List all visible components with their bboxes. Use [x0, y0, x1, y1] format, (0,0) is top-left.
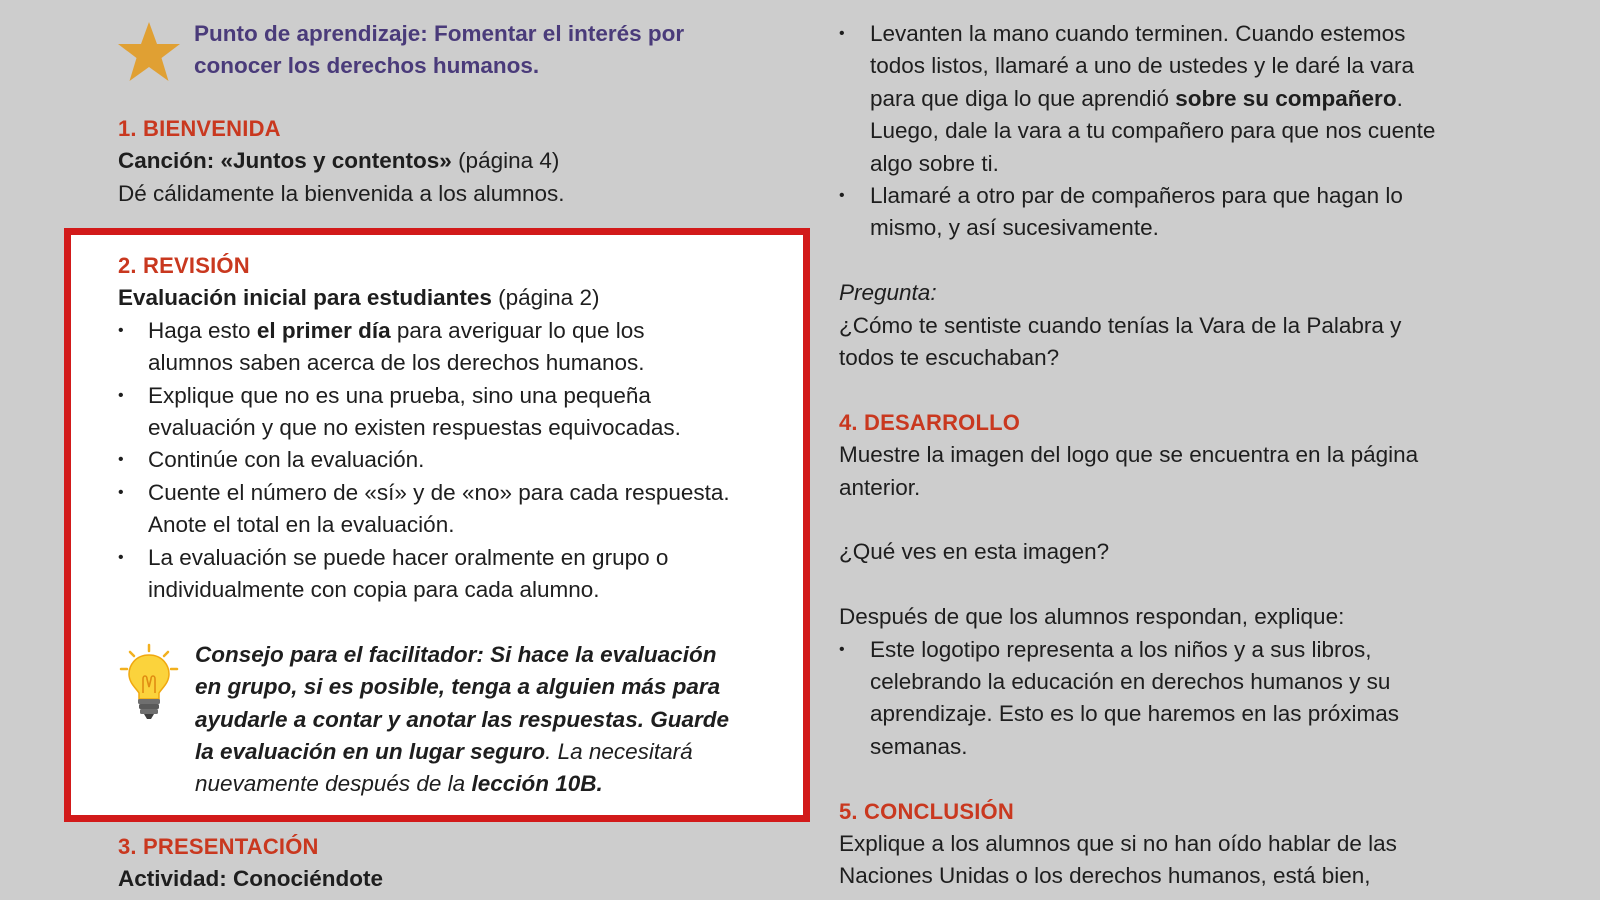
learning-point: Punto de aprendizaje: Fomentar el interés por conocer los derechos humanos. — [194, 21, 685, 79]
list-item: • Levanten la mano cuando terminen. Cuando estemos todos listos, llamaré a uno de ustedes y le daré la vara para que diga lo que aprendió sobre su compañero. Luego, dale la vara a tu compañero para que nos cuente algo sobre ti. — [839, 18, 1539, 180]
right-column: • Levanten la mano cuando terminen. Cuando estemos todos listos, llamaré a uno de ustedes y le daré la vara para que diga lo que aprendió sobre su compañero. Luego, dale la vara a tu compañero para que nos cuente algo sobre ti. • Llamaré a otro par de compañeros para que hagan lo mismo, y así sucesivamente. Pregunta: ¿Cómo te sentiste cuando tenías la Vara de la Palabra y todos te escuchaban? 4. DESARROLLO Muestre la imagen del logo que se encuentra en la página anterior. ¿Qué ves en esta imagen? Después de que los alumnos respondan, explique: • Este logotipo representa a los niños y a sus libros, celebrando la educación en derechos humanos y su aprendizaje. Esto es lo que haremos en las próximas semanas. 5. CONCLUSIÓN Explique a los alumnos que si no han oído hablar de las Naciones Unidas o los derechos humanos, está bien, — [839, 18, 1539, 893]
welcome-section — [118, 113, 808, 210]
list-item: • Este logotipo representa a los niños y a sus libros, celebrando la educación en derechos humanos y su aprendizaje. Esto es lo que haremos en las próximas semanas. — [839, 634, 1539, 764]
list-item: • Llamaré a otro par de compañeros para que hagan lo mismo, y así sucesivamente. — [839, 180, 1539, 245]
welcome-text: Dé cálidamente la bienvenida a los alumnos. — [118, 180, 565, 206]
development-list — [839, 634, 1539, 764]
review-list — [118, 315, 808, 607]
list-item: • Explique que no es una prueba, sino una pequeña evaluación y que no existen respuestas equivocadas. — [118, 380, 808, 445]
presentation-section — [118, 831, 808, 896]
learning-point-label: Punto de aprendizaje: — [194, 21, 428, 46]
lightbulb-icon — [118, 643, 180, 721]
list-item: • Haga esto el primer día para averiguar lo que los alumnos saben acerca de los derechos humanos. — [118, 315, 808, 380]
list-item: • Continúe con la evaluación. — [118, 444, 808, 476]
list-item: • Cuente el número de «sí» y de «no» para cada respuesta. Anote el total en la evaluación. — [118, 477, 808, 542]
development-question: ¿Qué ves en esta imagen? — [839, 539, 1110, 565]
review-evaluation-title: Evaluación inicial para estudiantes (página 2) — [118, 285, 600, 311]
question-label: Pregunta: — [839, 280, 937, 306]
welcome-song: Canción: «Juntos y contentos» (página 4) — [118, 148, 560, 174]
facilitator-tip: Consejo para el facilitador: Si hace la evaluación en grupo, si es posible, tenga a alguien más para ayudarle a contar y anotar las respuestas. Guarde la evaluación en un lugar seguro. La necesitará nuevamente después de la lección 10B. — [118, 639, 808, 801]
presentation-activity: Actividad: Conociéndote — [118, 866, 384, 892]
welcome-heading: 1. BIENVENIDA — [118, 116, 281, 141]
review-heading: 2. REVISIÓN — [118, 253, 250, 278]
conclusion-heading: 5. CONCLUSIÓN — [839, 798, 1014, 824]
review-box — [64, 228, 810, 822]
presentation-heading: 3. PRESENTACIÓN — [118, 834, 319, 859]
development-heading: 4. DESARROLLO — [839, 409, 1021, 435]
star-icon — [116, 20, 182, 84]
list-item: • La evaluación se puede hacer oralmente en grupo o individualmente con copia para cada alumno. — [118, 542, 808, 607]
activity-steps-list — [839, 18, 1539, 245]
